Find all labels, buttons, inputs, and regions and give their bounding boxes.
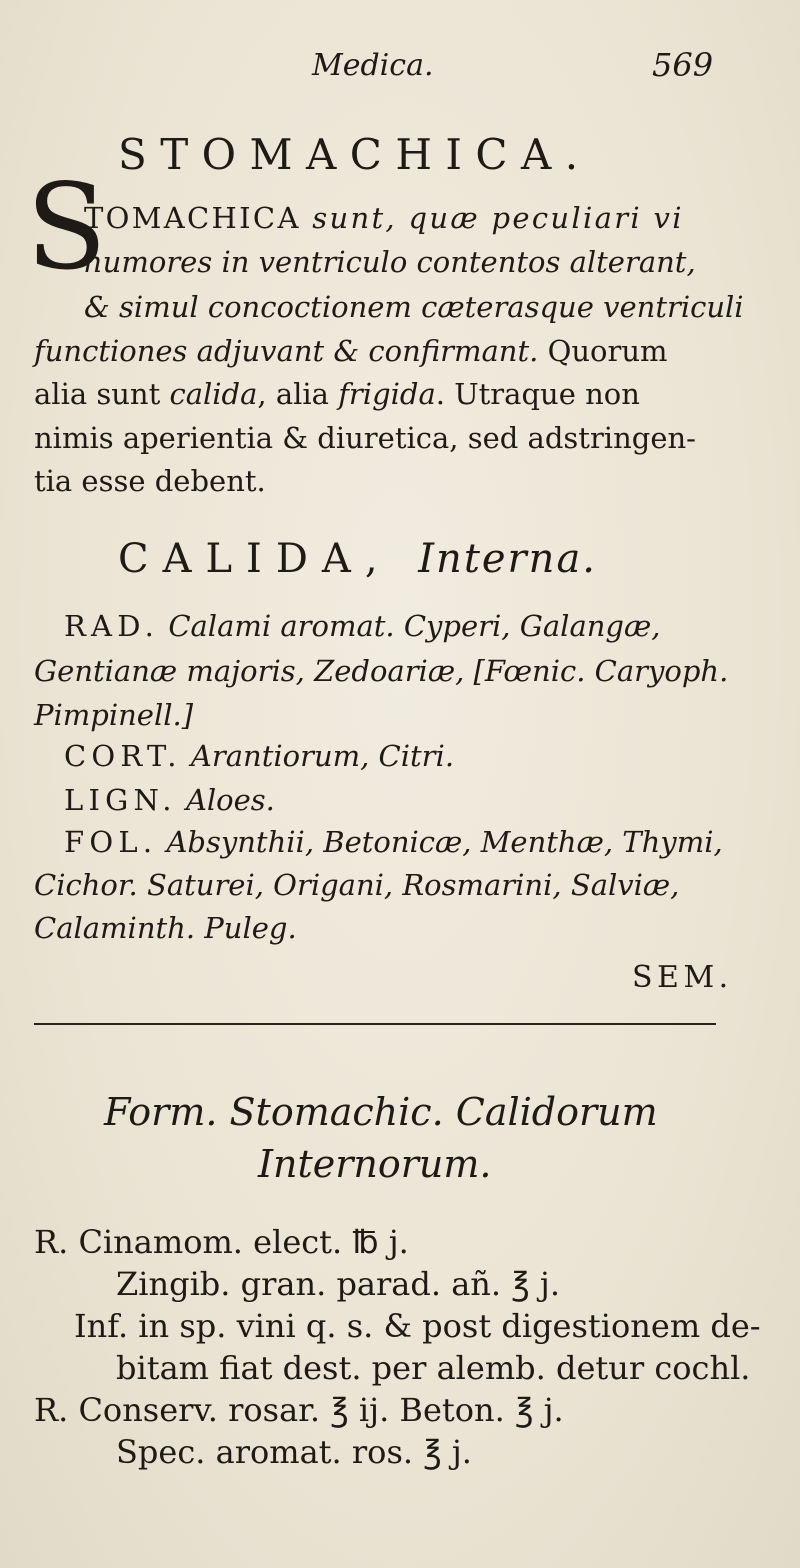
entry-text: Arantiorum, Citri. [190,739,455,773]
entry-line: Gentianæ majoris, Zedoariæ, [Fœnic. Caryoph. [34,654,729,688]
recipe-line: Inf. in sp. vini q. s. & post digestionem de- [74,1307,761,1345]
body-line-1 [84,201,684,235]
body-line-5 [34,377,640,411]
form-title: Form. Stomachic. Calidorum [104,1090,658,1134]
italic-text: frigida [338,377,436,411]
entry-text: Absynthii, Betonicæ, Menthæ, Thymi, [166,825,723,859]
subheading [118,536,597,582]
entry-text: Aloes. [185,783,275,817]
section-title: STOMACHICA. [118,130,592,179]
entry-line: Calaminth. Puleg. [34,911,297,945]
catchword: SEM. [632,960,733,995]
roman-text: Quorum [538,334,668,368]
running-head: Medica. [312,48,434,83]
entry-line [64,825,723,859]
entry-label: LIGN. [64,783,177,817]
page-number: 569 [652,46,714,84]
recipe-line: Zingib. gran. parad. añ. ℥ j. [116,1265,560,1303]
recipe-line: R. Conserv. rosar. ℥ ij. Beton. ℥ j. [34,1391,564,1429]
italic-text: functiones adjuvant & confirmant. [34,334,539,368]
entry-line: Cichor. Saturei, Origani, Rosmarini, Salviæ, [34,868,680,902]
body-line-7: tia esse debent. [34,464,266,498]
entry-label: FOL. [64,825,158,859]
form-title-continued: Internorum. [258,1142,492,1186]
recipe-line: bitam fiat dest. per alemb. detur cochl. [116,1349,751,1387]
entry-label: RAD. [64,609,160,643]
body-line-6: nimis aperientia & diuretica, sed adstringen- [34,421,696,455]
body-line-3: & simul concoctionem cæterasque ventriculi [84,290,744,324]
roman-text: alia sunt [34,377,170,411]
recipe-line: R. Cinamom. elect. ℔ j. [34,1223,409,1261]
recipe-line: Spec. aromat. ros. ℥ j. [116,1433,472,1471]
section-divider [34,1023,716,1025]
entry-line: Pimpinell.] [34,698,194,732]
italic-text: sunt, quæ peculiari vi [312,201,684,235]
body-line-4 [34,334,668,368]
roman-text: . Utraque non [435,377,640,411]
entry-line [64,783,275,817]
small-caps-text: TOMACHICA [84,201,313,235]
entry-line [64,739,455,773]
italic-text: calida [169,377,258,411]
body-line-2: humores in ventriculo contentos alterant, [84,245,696,279]
entry-line [64,609,661,643]
drop-cap: S [26,158,107,296]
entry-text: Calami aromat. Cyperi, Galangæ, [168,609,661,643]
entry-label: CORT. [64,739,182,773]
subheading-roman: CALIDA, [118,536,392,582]
subheading-italic: Interna. [418,536,598,582]
roman-text: , alia [257,377,339,411]
